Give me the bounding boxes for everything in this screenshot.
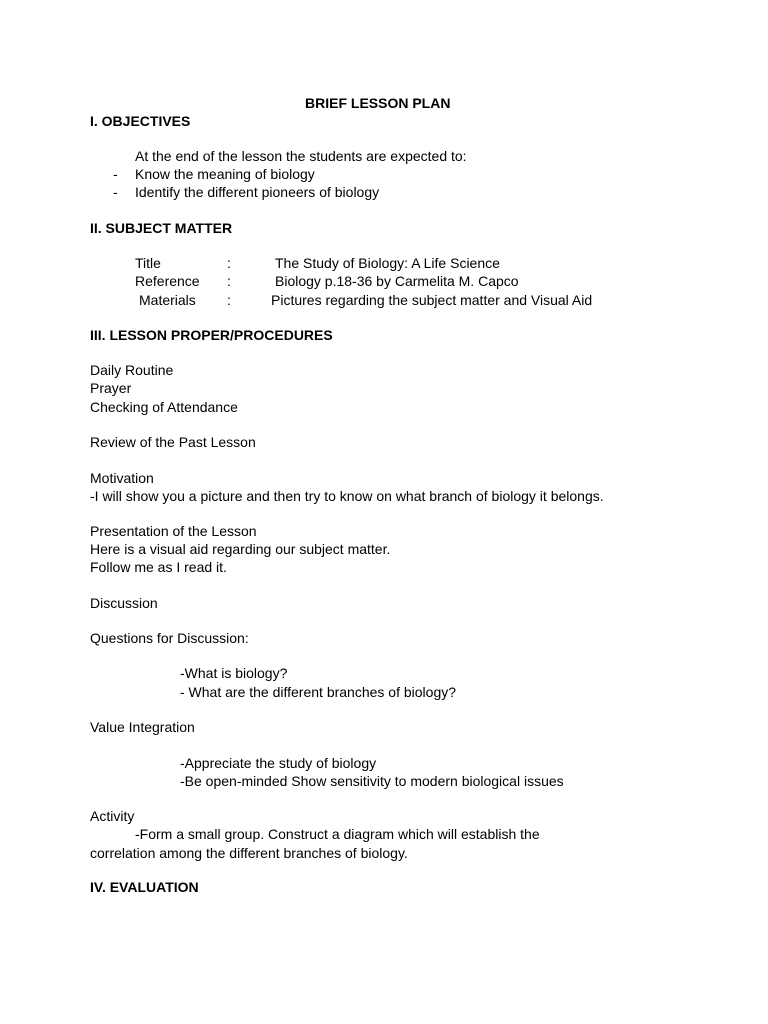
subject-row-separator: : [227, 273, 231, 289]
subject-row-separator: : [227, 292, 231, 308]
value-item: -Be open-minded Show sensitivity to modern biological issues [180, 773, 564, 789]
motivation-heading: Motivation [90, 470, 154, 486]
value-integration-heading: Value Integration [90, 719, 195, 735]
subject-row-label: Materials [139, 292, 196, 308]
presentation-line: Follow me as I read it. [90, 559, 227, 575]
discussion-label: Discussion [90, 595, 158, 611]
subject-matter-heading: II. SUBJECT MATTER [90, 220, 233, 236]
objectives-heading: I. OBJECTIVES [90, 113, 191, 129]
daily-routine-label: Daily Routine [90, 362, 174, 378]
attendance-label: Checking of Attendance [90, 399, 238, 415]
document-title: BRIEF LESSON PLAN [305, 95, 451, 111]
activity-line: correlation among the different branches of biology. [90, 845, 408, 861]
objectives-intro: At the end of the lesson the students are expected to: [135, 148, 467, 164]
question-item: -What is biology? [180, 665, 288, 681]
question-item: - What are the different branches of biology? [180, 684, 457, 700]
subject-row-label: Title [135, 255, 161, 271]
motivation-text: -I will show you a picture and then try to know on what branch of biology it belongs. [90, 488, 604, 504]
lesson-proper-heading: III. LESSON PROPER/PROCEDURES [90, 327, 333, 343]
evaluation-heading: IV. EVALUATION [90, 879, 199, 895]
questions-heading: Questions for Discussion: [90, 630, 249, 646]
objective-bullet: - [113, 166, 118, 182]
subject-row-separator: : [227, 255, 231, 271]
objective-item: Know the meaning of biology [135, 166, 315, 182]
presentation-line: Here is a visual aid regarding our subject matter. [90, 541, 391, 557]
objective-bullet: - [113, 184, 118, 200]
prayer-label: Prayer [90, 380, 132, 396]
subject-row-value: Biology p.18-36 by Carmelita M. Capco [275, 273, 519, 289]
presentation-heading: Presentation of the Lesson [90, 523, 257, 539]
activity-heading: Activity [90, 808, 135, 824]
subject-row-value: Pictures regarding the subject matter and Visual Aid [271, 292, 593, 308]
review-label: Review of the Past Lesson [90, 434, 256, 450]
value-item: -Appreciate the study of biology [180, 755, 377, 771]
objective-item: Identify the different pioneers of biology [135, 184, 380, 200]
subject-row-label: Reference [135, 273, 200, 289]
activity-line: -Form a small group. Construct a diagram which will establish the [135, 826, 540, 842]
subject-row-value: The Study of Biology: A Life Science [275, 255, 500, 271]
